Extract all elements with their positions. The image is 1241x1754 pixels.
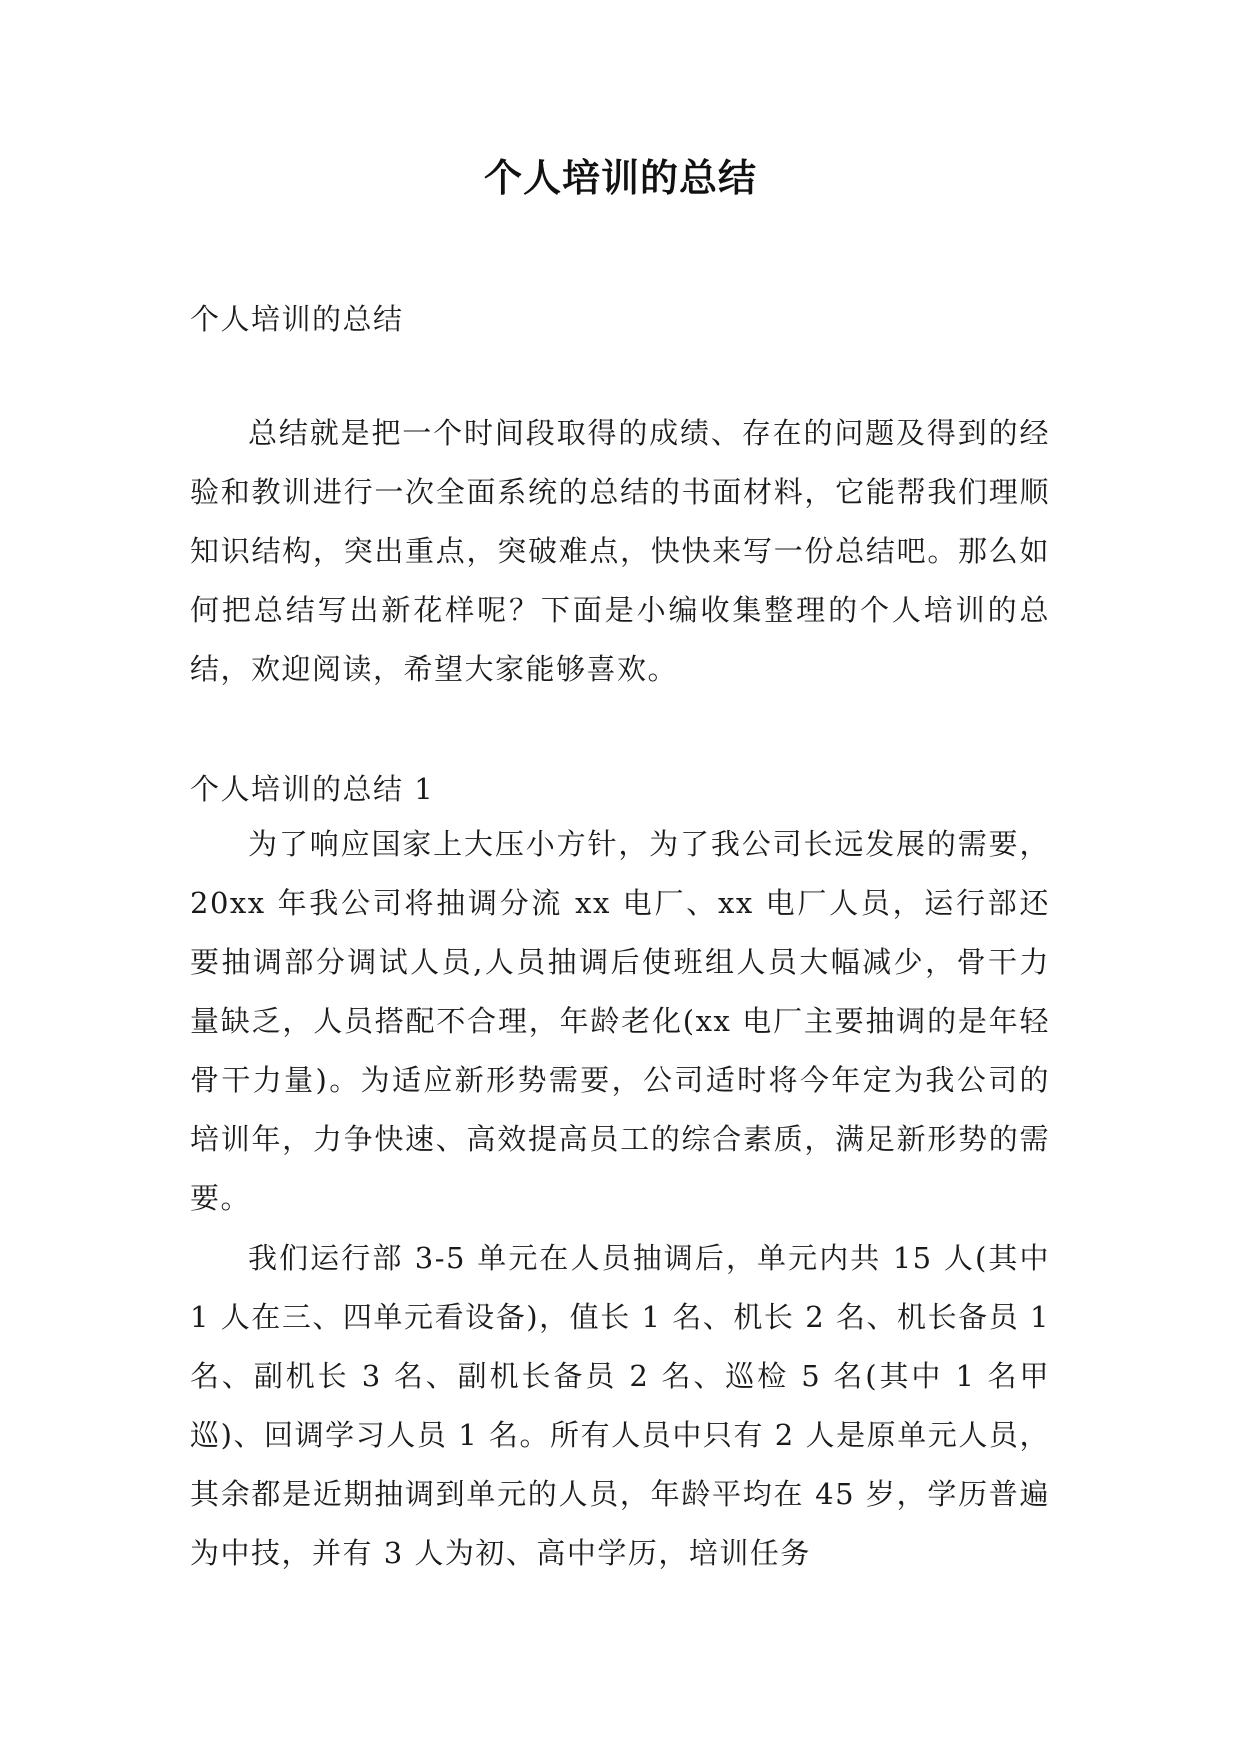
section-heading: 个人培训的总结 1 [190,772,435,806]
document-title: 个人培训的总结 [483,156,757,200]
body-paragraph: 我们运行部 3-5 单元在人员抽调后，单元内共 15 人(其中 1 人在三、四单元看设备)，值长 1 名、机长 2 名、机长备员 1 名、副机长 3 名、副机长备员 2 名、巡检 5 名(其中 1 名甲巡)、回调学习人员 1 名。所有人员中只有 2 人是原单元人员，其余都是近期抽调到单元的人员，年龄平均在 45 岁，学历普遍为中技，并有 3 人为初、高中学历，培训任务 [190,1241,1050,1570]
body-paragraph: 为了响应国家上大压小方针，为了我公司长远发展的需要，20xx 年我公司将抽调分流 xx 电厂、xx 电厂人员，运行部还要抽调部分调试人员,人员抽调后使班组人员大幅减少，骨干力量缺乏，人员搭配不合理，年龄老化(xx 电厂主要抽调的是年轻骨干力量)。为适应新形势需要，公司适时将今年定为我公司的培训年，力争快速、高效提高员工的综合素质，满足新形势的需要。 [190,827,1050,1215]
intro-paragraph: 总结就是把一个时间段取得的成绩、存在的问题及得到的经验和教训进行一次全面系统的总结的书面材料，它能帮我们理顺知识结构，突出重点，突破难点，快快来写一份总结吧。那么如何把总结写出新花样呢？下面是小编收集整理的个人培训的总结，欢迎阅读，希望大家能够喜欢。 [190,416,1050,686]
document-subtitle: 个人培训的总结 [190,302,404,336]
